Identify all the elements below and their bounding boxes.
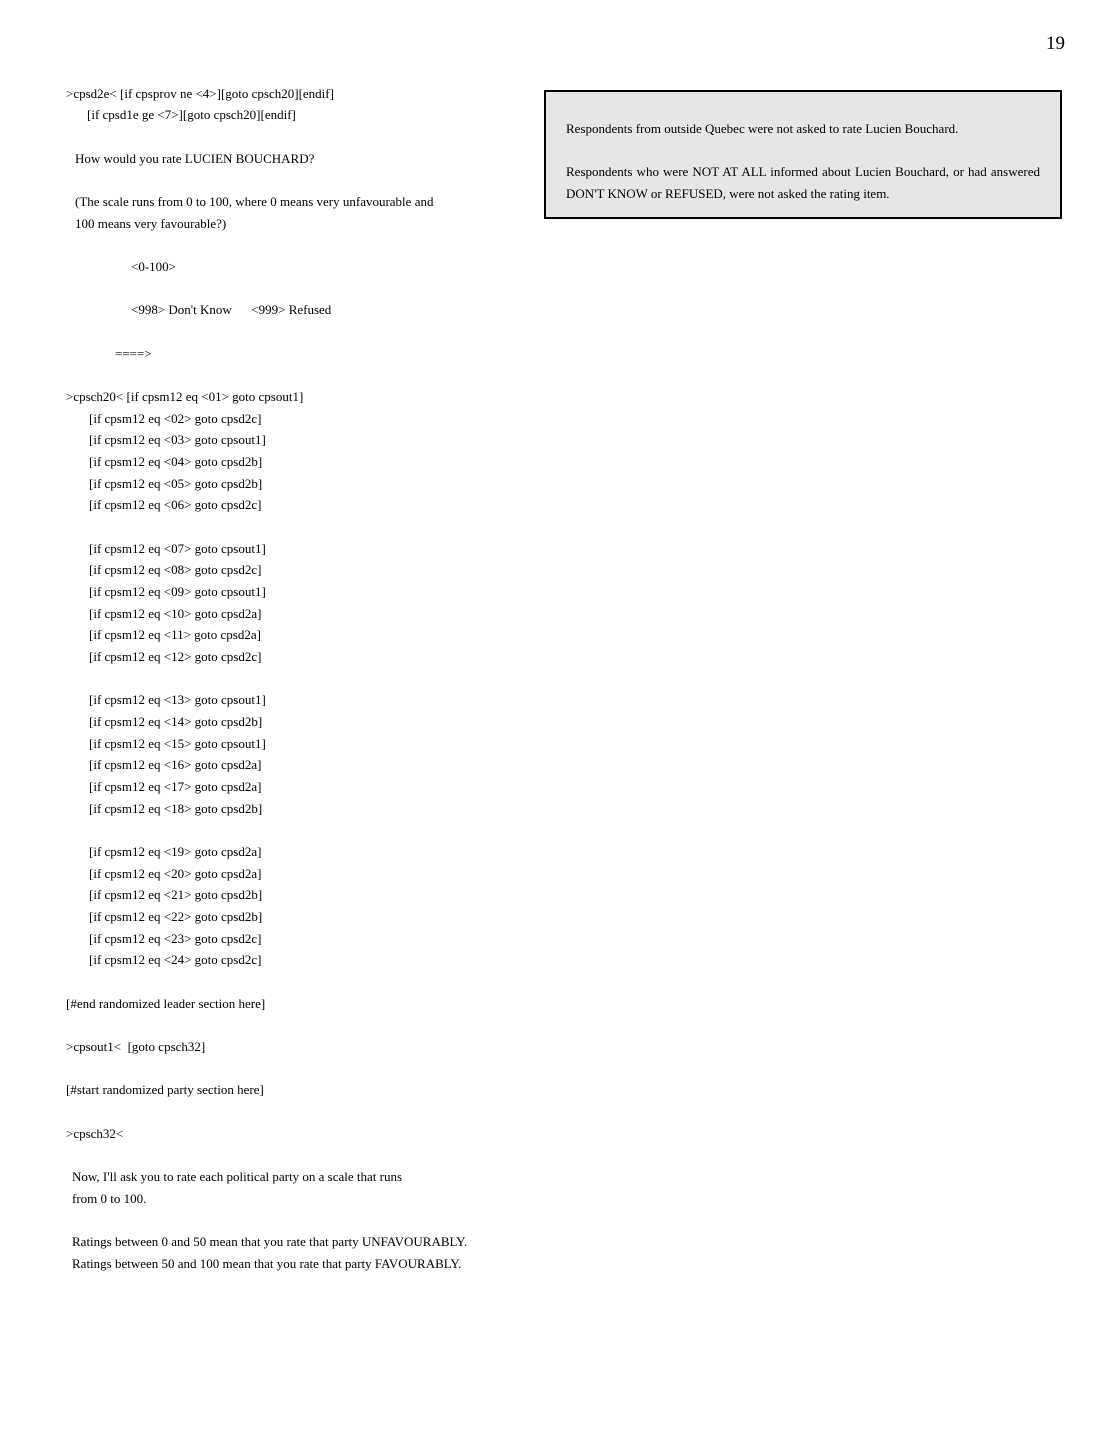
question-line: [if cpsm12 eq <09> goto cpsout1]: [89, 584, 266, 599]
question-line: [if cpsm12 eq <08> goto cpsd2c]: [89, 562, 262, 577]
question-text: How would you rate LUCIEN BOUCHARD?: [75, 151, 315, 166]
question-line: [if cpsm12 eq <18> goto cpsd2b]: [89, 801, 263, 816]
question-line: >cpsout1< [goto cpsch32]: [66, 1039, 206, 1054]
response-codes: <998> Don't Know <999> Refused: [131, 302, 332, 317]
section-marker: [#start randomized party section here]: [66, 1082, 264, 1097]
question-line: >cpsch20< [if cpsm12 eq <01> goto cpsout1]: [66, 389, 304, 404]
entry-arrow: ====>: [115, 346, 152, 361]
question-line: [if cpsm12 eq <04> goto cpsd2b]: [89, 454, 263, 469]
question-line: [if cpsm12 eq <12> goto cpsd2c]: [89, 649, 262, 664]
question-line: [if cpsm12 eq <21> goto cpsd2b]: [89, 887, 263, 902]
question-line: [if cpsm12 eq <06> goto cpsd2c]: [89, 497, 262, 512]
question-text: from 0 to 100.: [72, 1191, 147, 1206]
question-line: [if cpsm12 eq <13> goto cpsout1]: [89, 692, 266, 707]
question-line: [if cpsm12 eq <14> goto cpsd2b]: [89, 714, 263, 729]
question-line: [if cpsm12 eq <24> goto cpsd2c]: [89, 952, 262, 967]
question-line: [if cpsm12 eq <11> goto cpsd2a]: [89, 627, 261, 642]
section-marker: [#end randomized leader section here]: [66, 996, 266, 1011]
question-text: Now, I'll ask you to rate each political party on a scale that runs: [72, 1169, 403, 1184]
page-number: 19: [1046, 33, 1065, 54]
question-line: [if cpsm12 eq <20> goto cpsd2a]: [89, 866, 262, 881]
question-line: [if cpsm12 eq <03> goto cpsout1]: [89, 432, 266, 447]
question-text: Ratings between 50 and 100 mean that you rate that party FAVOURABLY.: [72, 1256, 462, 1271]
question-line: [if cpsm12 eq <19> goto cpsd2a]: [89, 844, 262, 859]
question-line: [if cpsm12 eq <15> goto cpsout1]: [89, 736, 266, 751]
question-line: [if cpsm12 eq <02> goto cpsd2c]: [89, 411, 262, 426]
note-paragraph: Respondents who were NOT AT ALL informed about Lucien Bouchard, or had answered DON'T KNOW or REFUSED, were not asked the rating item.: [566, 164, 1040, 201]
question-line: >cpsch32<: [66, 1126, 124, 1141]
question-line: [if cpsm12 eq <10> goto cpsd2a]: [89, 606, 262, 621]
question-line: >cpsd2e< [if cpsprov ne <4>][goto cpsch20][endif]: [66, 86, 334, 101]
question-line: [if cpsm12 eq <22> goto cpsd2b]: [89, 909, 263, 924]
question-line: [if cpsm12 eq <07> goto cpsout1]: [89, 541, 266, 556]
question-text: Ratings between 0 and 50 mean that you rate that party UNFAVOURABLY.: [72, 1234, 468, 1249]
response-range: <0-100>: [131, 259, 176, 274]
note-paragraph: Respondents from outside Quebec were not asked to rate Lucien Bouchard.: [566, 121, 959, 136]
question-line: [if cpsm12 eq <23> goto cpsd2c]: [89, 931, 262, 946]
note-box: [544, 90, 1062, 219]
question-line: 100 means very favourable?): [75, 216, 227, 231]
question-line: [if cpsd1e ge <7>][goto cpsch20][endif]: [87, 107, 296, 122]
question-line: [if cpsm12 eq <05> goto cpsd2b]: [89, 476, 263, 491]
question-line: [if cpsm12 eq <17> goto cpsd2a]: [89, 779, 262, 794]
question-line: (The scale runs from 0 to 100, where 0 means very unfavourable and: [75, 194, 434, 209]
question-line: [if cpsm12 eq <16> goto cpsd2a]: [89, 757, 262, 772]
